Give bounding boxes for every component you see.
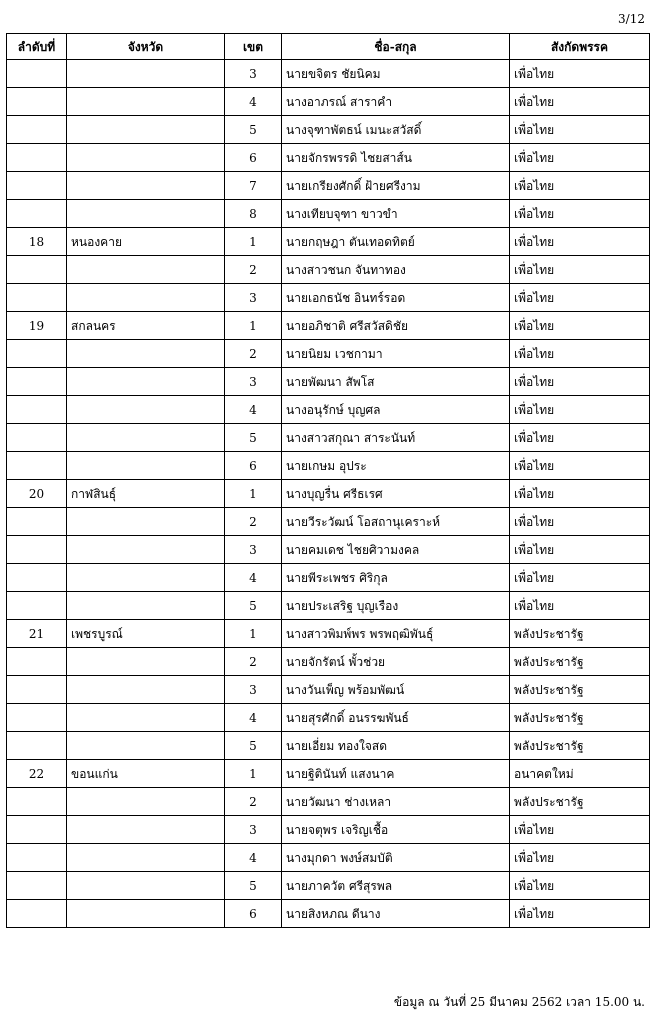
cell-party: เพื่อไทย xyxy=(510,536,650,564)
cell-district: 1 xyxy=(225,620,282,648)
cell-party: เพื่อไทย xyxy=(510,424,650,452)
cell-seq xyxy=(7,648,67,676)
cell-seq xyxy=(7,508,67,536)
cell-seq xyxy=(7,60,67,88)
cell-seq xyxy=(7,592,67,620)
cell-province xyxy=(67,340,225,368)
cell-party: เพื่อไทย xyxy=(510,228,650,256)
table-row xyxy=(7,60,650,88)
cell-district: 2 xyxy=(225,508,282,536)
cell-name: นายวัฒนา ช่างเหลา xyxy=(282,788,510,816)
cell-party: เพื่อไทย xyxy=(510,564,650,592)
cell-name: นางสาวสกุณา สาระนันท์ xyxy=(282,424,510,452)
cell-party: เพื่อไทย xyxy=(510,116,650,144)
cell-name: นายจักรัตน์ พั้วช่วย xyxy=(282,648,510,676)
table-row xyxy=(7,452,650,480)
cell-district: 5 xyxy=(225,424,282,452)
cell-province xyxy=(67,676,225,704)
cell-party: เพื่อไทย xyxy=(510,60,650,88)
cell-district: 3 xyxy=(225,536,282,564)
cell-party: เพื่อไทย xyxy=(510,340,650,368)
cell-seq xyxy=(7,284,67,312)
cell-seq: 22 xyxy=(7,760,67,788)
table-row xyxy=(7,676,650,704)
cell-seq xyxy=(7,256,67,284)
cell-name: นายเกรียงศักดิ์ ฝ้ายศรีงาม xyxy=(282,172,510,200)
table-row xyxy=(7,172,650,200)
cell-party: อนาคตใหม่ xyxy=(510,760,650,788)
cell-district: 5 xyxy=(225,116,282,144)
cell-province xyxy=(67,508,225,536)
cell-party: เพื่อไทย xyxy=(510,508,650,536)
cell-seq xyxy=(7,816,67,844)
cell-province: หนองคาย xyxy=(67,228,225,256)
header-district: เขต xyxy=(225,34,282,60)
cell-province xyxy=(67,368,225,396)
page-number: 3/12 xyxy=(618,12,645,26)
cell-seq xyxy=(7,900,67,928)
table-row xyxy=(7,536,650,564)
cell-district: 4 xyxy=(225,704,282,732)
cell-seq xyxy=(7,172,67,200)
cell-seq xyxy=(7,424,67,452)
cell-name: นางบุญรื่น ศรีธเรศ xyxy=(282,480,510,508)
cell-name: นายพีระเพชร ศิริกุล xyxy=(282,564,510,592)
table-row xyxy=(7,844,650,872)
cell-district: 3 xyxy=(225,676,282,704)
cell-name: นางอนุรักษ์ บุญศล xyxy=(282,396,510,424)
table-row xyxy=(7,116,650,144)
cell-seq: 21 xyxy=(7,620,67,648)
cell-district: 2 xyxy=(225,788,282,816)
cell-province xyxy=(67,116,225,144)
cell-province xyxy=(67,172,225,200)
cell-party: เพื่อไทย xyxy=(510,480,650,508)
cell-district: 4 xyxy=(225,88,282,116)
table-header-row xyxy=(7,34,650,60)
cell-name: นายประเสริฐ บุญเรือง xyxy=(282,592,510,620)
cell-name: นายสุรศักดิ์ อนรรฆพันธ์ xyxy=(282,704,510,732)
cell-district: 4 xyxy=(225,844,282,872)
cell-party: เพื่อไทย xyxy=(510,368,650,396)
header-name: ชื่อ-สกุล xyxy=(282,34,510,60)
table-row xyxy=(7,312,650,340)
table-row xyxy=(7,620,650,648)
cell-district: 6 xyxy=(225,144,282,172)
cell-party: เพื่อไทย xyxy=(510,872,650,900)
cell-district: 3 xyxy=(225,816,282,844)
cell-province xyxy=(67,564,225,592)
cell-name: นายเอกธนัช อินทร์รอด xyxy=(282,284,510,312)
table-row xyxy=(7,88,650,116)
cell-district: 5 xyxy=(225,872,282,900)
cell-name: นายสิงหภณ ดีนาง xyxy=(282,900,510,928)
table-body xyxy=(7,60,650,928)
cell-seq: 20 xyxy=(7,480,67,508)
cell-seq xyxy=(7,676,67,704)
cell-party: พลังประชารัฐ xyxy=(510,704,650,732)
cell-province xyxy=(67,704,225,732)
cell-province xyxy=(67,60,225,88)
cell-party: เพื่อไทย xyxy=(510,284,650,312)
table-row xyxy=(7,592,650,620)
cell-province xyxy=(67,900,225,928)
cell-province xyxy=(67,284,225,312)
cell-seq xyxy=(7,872,67,900)
cell-province xyxy=(67,144,225,172)
cell-district: 4 xyxy=(225,564,282,592)
cell-province xyxy=(67,788,225,816)
cell-name: นายอภิชาติ ศรีสวัสดิชัย xyxy=(282,312,510,340)
footer-note: ข้อมูล ณ วันที่ 25 มีนาคม 2562 เวลา 15.00 น. xyxy=(393,995,645,1009)
cell-name: นายวีระวัฒน์ โอสถานุเคราะห์ xyxy=(282,508,510,536)
cell-seq xyxy=(7,452,67,480)
cell-province xyxy=(67,844,225,872)
cell-seq: 18 xyxy=(7,228,67,256)
cell-name: นางสาวชนก จันทาทอง xyxy=(282,256,510,284)
cell-party: พลังประชารัฐ xyxy=(510,788,650,816)
table-row xyxy=(7,508,650,536)
cell-seq xyxy=(7,396,67,424)
cell-seq xyxy=(7,368,67,396)
cell-name: นายกฤษฎา ตันเทอดทิตย์ xyxy=(282,228,510,256)
cell-name: นายพัฒนา สัพโส xyxy=(282,368,510,396)
cell-province xyxy=(67,592,225,620)
table-row xyxy=(7,200,650,228)
cell-district: 5 xyxy=(225,732,282,760)
cell-province xyxy=(67,424,225,452)
cell-party: เพื่อไทย xyxy=(510,200,650,228)
cell-district: 1 xyxy=(225,228,282,256)
table-row xyxy=(7,648,650,676)
cell-province xyxy=(67,732,225,760)
table-row xyxy=(7,368,650,396)
cell-seq xyxy=(7,788,67,816)
cell-party: เพื่อไทย xyxy=(510,172,650,200)
table-row xyxy=(7,816,650,844)
cell-province xyxy=(67,816,225,844)
cell-province: กาฬสินธุ์ xyxy=(67,480,225,508)
cell-name: นางจุฑาพัตธน์ เมนะสวัสดิ์ xyxy=(282,116,510,144)
cell-district: 2 xyxy=(225,340,282,368)
table-row xyxy=(7,872,650,900)
cell-district: 2 xyxy=(225,648,282,676)
cell-province xyxy=(67,200,225,228)
cell-seq xyxy=(7,340,67,368)
cell-name: นายฐิตินันท์ แสงนาค xyxy=(282,760,510,788)
cell-province: สกลนคร xyxy=(67,312,225,340)
cell-district: 8 xyxy=(225,200,282,228)
cell-district: 3 xyxy=(225,60,282,88)
table-row xyxy=(7,788,650,816)
cell-name: นายภาควัต ศรีสุรพล xyxy=(282,872,510,900)
cell-seq xyxy=(7,564,67,592)
cell-party: เพื่อไทย xyxy=(510,256,650,284)
cell-province: ขอนแก่น xyxy=(67,760,225,788)
cell-party: พลังประชารัฐ xyxy=(510,620,650,648)
header-party: สังกัดพรรค xyxy=(510,34,650,60)
cell-name: นายขจิตร ชัยนิคม xyxy=(282,60,510,88)
cell-seq xyxy=(7,88,67,116)
table-row xyxy=(7,396,650,424)
cell-seq: 19 xyxy=(7,312,67,340)
table-row xyxy=(7,480,650,508)
cell-name: นายจักรพรรดิ ไชยสาส์น xyxy=(282,144,510,172)
table-row xyxy=(7,732,650,760)
table-row xyxy=(7,228,650,256)
cell-name: นางอาภรณ์ สาราคำ xyxy=(282,88,510,116)
cell-party: เพื่อไทย xyxy=(510,396,650,424)
cell-province xyxy=(67,396,225,424)
cell-district: 2 xyxy=(225,256,282,284)
cell-seq xyxy=(7,536,67,564)
cell-party: พลังประชารัฐ xyxy=(510,648,650,676)
cell-party: เพื่อไทย xyxy=(510,312,650,340)
cell-district: 1 xyxy=(225,760,282,788)
cell-party: พลังประชารัฐ xyxy=(510,732,650,760)
cell-district: 6 xyxy=(225,900,282,928)
cell-province xyxy=(67,88,225,116)
cell-seq xyxy=(7,200,67,228)
cell-name: นายคมเดช ไชยศิวามงคล xyxy=(282,536,510,564)
cell-name: นางเทียบจุฑา ขาวขำ xyxy=(282,200,510,228)
cell-province xyxy=(67,536,225,564)
cell-seq xyxy=(7,704,67,732)
cell-party: เพื่อไทย xyxy=(510,816,650,844)
cell-district: 6 xyxy=(225,452,282,480)
table-row xyxy=(7,704,650,732)
cell-seq xyxy=(7,116,67,144)
table-row xyxy=(7,144,650,172)
cell-seq xyxy=(7,844,67,872)
cell-party: พลังประชารัฐ xyxy=(510,676,650,704)
cell-name: นางวันเพ็ญ พร้อมพัฒน์ xyxy=(282,676,510,704)
table-row xyxy=(7,256,650,284)
table-row xyxy=(7,284,650,312)
cell-name: นายจตุพร เจริญเชื้อ xyxy=(282,816,510,844)
header-province: จังหวัด xyxy=(67,34,225,60)
cell-party: เพื่อไทย xyxy=(510,452,650,480)
cell-district: 4 xyxy=(225,396,282,424)
cell-party: เพื่อไทย xyxy=(510,900,650,928)
cell-name: นางสาวพิมพ์พร พรพฤฒิพันธุ์ xyxy=(282,620,510,648)
cell-province xyxy=(67,452,225,480)
cell-seq xyxy=(7,732,67,760)
table-row xyxy=(7,424,650,452)
cell-province xyxy=(67,256,225,284)
cell-province xyxy=(67,648,225,676)
cell-name: นางมุกดา พงษ์สมบัติ xyxy=(282,844,510,872)
cell-name: นายนิยม เวชกามา xyxy=(282,340,510,368)
cell-district: 5 xyxy=(225,592,282,620)
cell-party: เพื่อไทย xyxy=(510,88,650,116)
cell-district: 3 xyxy=(225,368,282,396)
table-row xyxy=(7,564,650,592)
cell-district: 7 xyxy=(225,172,282,200)
cell-seq xyxy=(7,144,67,172)
table-row xyxy=(7,340,650,368)
cell-party: เพื่อไทย xyxy=(510,144,650,172)
cell-party: เพื่อไทย xyxy=(510,844,650,872)
cell-party: เพื่อไทย xyxy=(510,592,650,620)
cell-province xyxy=(67,872,225,900)
cell-name: นายเอี่ยม ทองใจสด xyxy=(282,732,510,760)
cell-district: 3 xyxy=(225,284,282,312)
cell-name: นายเกษม อุประ xyxy=(282,452,510,480)
results-table xyxy=(6,33,650,928)
table-row xyxy=(7,760,650,788)
cell-district: 1 xyxy=(225,480,282,508)
cell-district: 1 xyxy=(225,312,282,340)
table-row xyxy=(7,900,650,928)
header-seq: ลำดับที่ xyxy=(7,34,67,60)
cell-province: เพชรบูรณ์ xyxy=(67,620,225,648)
